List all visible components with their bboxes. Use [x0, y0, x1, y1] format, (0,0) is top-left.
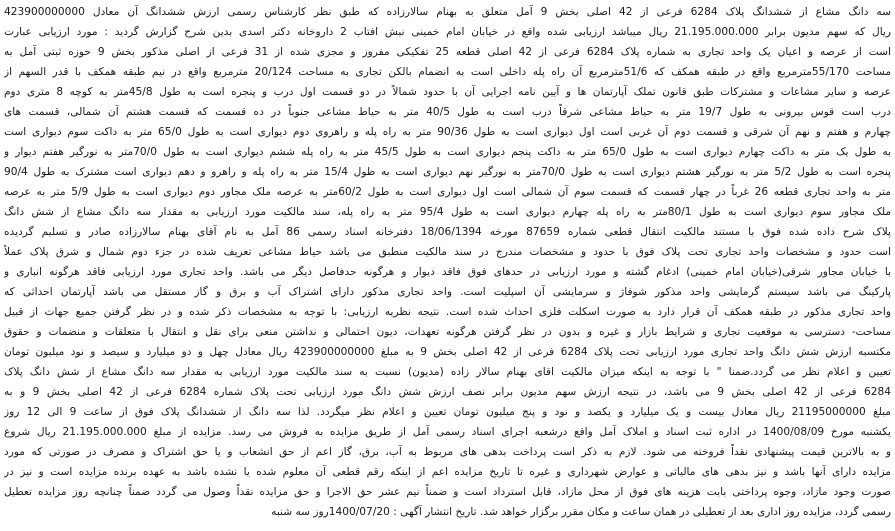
notice-line: پنجره است به طول 5/2 متر به نورگیر هشتم دیواری است به طول 70/0متر به نورگیر نهم دیواری است به طول 15/4 متر به راه پله و راهرو و دهم دیواری است مشترک به طول 90/4 [4, 166, 891, 178]
notice-line: سه دانگ مشاع از ششدانگ پلاک 6284 فرعی از 42 اصلی بخش 9 آمل متعلق به بهنام سالارزاده که طبق نظر کارشناس رسمی ارزش ششدانگ آن معادل 423900000000 [4, 6, 891, 18]
notice-line: و به بالاترین قیمت پیشنهادی نقداً فروخته می شود. لازم به ذکر است پرداخت بدهی های مربوط به آب، برق، گاز اعم از حق انشعاب و یا حق اشتراک و مصرف در صورتی که مورد [4, 446, 891, 458]
notice-line: ملک مجاور سوم دیواری است به طول 80/1متر به راه پله چهارم دیواری است به طول 95/4 متر به راه پله، سند مالکیت مورد ارزیابی به مقدار سه دانگ مشاع از شش دانگ [4, 206, 891, 218]
notice-line: به طول یک متر به داکت چهارم دیواری است به طول 65/0 متر به داکت پنجم دیواری است به طول 45/5 متر به راه پله ششم دیواری است به طول 70/0متر به نورگیر هفتم دیوار و [4, 146, 891, 158]
notice-line: چهارم و هفتم و نهم آن شرقی و قسمت دوم آن غربی است اول دیواری است به طول 90/36 متر به راه پله و راهروی دوم دیواری است به طول 65/0 متر به داکت سوم دیواری است [4, 126, 891, 138]
notice-line: است از عرصه و اعیان یک واحد تجاری به شماره پلاک 6284 فرعی از 42 اصلی قطعه 25 تفکیکی مفروز و مجزی شده از 31 فرعی از اصلی مذکور بخش 9 حوزه ثبتی آمل به [4, 46, 891, 58]
notice-line: پارکینگ می باشد سیستم گرمایشی واحد مذکور شوفاژ و سرمایشی آن اسپلیت است. واحد تجاری مذکور دارای اشتراک آب و برق و گاز مستقل می باشد آپارتمان احداثی که [4, 286, 891, 298]
notice-line: واحد تجاری مذکور در طبقه همکف آن قرار دارد به صورت اسکلت فلزی احداث شده است. نتیجه نظریه ارزیابی: با توجه به مشخصات ذکر شده و در نظر گرفتن جمیع جهات از قبیل [4, 306, 891, 318]
notice-line: صورت وجود مازاد، وجوه پرداختی بابت هزینه های فوق از محل مازاد، قابل استرداد است و ضمناً نیم عشر حق الاجرا و حق مزایده نقداً وصول می گردد ضمناً چنانچه روز مزایده تعطیل [4, 486, 891, 498]
notice-line: با خیابان مجاور شرقی(خیابان امام خمینی) ادغام گشته و مورد ارزیابی در حدهای فوق فاقد دیوار و هرگونه حدفاصل دیگر می باشد. واحد تجاری مورد ارزیابی فاقد هرگونه انباری و [4, 266, 891, 278]
notice-line: مساحت- دسترسی به موقعیت تجاری و شرایط بازار و غیره و بدون در نظر گرفتن هرگونه تعهدات، دیون احتمالی و نداشتن منعی برای نقل و انتقال با متعلقات و منضمات و حقوق [4, 326, 891, 338]
notice-line: مساحت 55/170مترمربع واقع در طبقه همکف که 51/6مترمربع آن راه پله داخلی است به انضمام بالکن تجاری به مساحت 20/124 مترمربع واقع در نیم طبقه همکف با قدر السهم از [4, 66, 891, 78]
notice-line: متر به واحد تجاری قطعه 26 غرباً در چهار قسمت که قسمت سوم آن شمالی است اول دیواری است به طول 60/2متر به عرصه ملک مجاور دوم دیواری است به طول 5/9 متر به عرصه [4, 186, 891, 198]
notice-line: است حدود و مشخصات واحد تجاری تحت پلاک فوق با حدود و مشخصات مندرج در سند مالکیت منطبق می باشد حیاط مشاعی تعریف شده در جزء دوم شمال و شرق پلاک عملاً [4, 246, 891, 258]
notice-line: درب است قوس بیرونی به طول 19/7 متر به حیاط مشاعی شرقاً درب است به طول 40/5 متر به حیاط مشاعی جنوباً در ده قسمت که قسمت هشتم آن شمالی، قسمت های [4, 106, 891, 118]
notice-line: مکتسبه ارزش شش دانگ واحد تجاری مورد ارزیابی تحت پلاک 6284 فرعی از 42 اصلی بخش 9 به مبلغ 423900000000 ریال معادل چهل و دو میلیارد و سیصد و نود میلیون تومان [4, 346, 891, 358]
notice-line: مبلغ 21195000000 ریال معادل بیست و یک میلیارد و یکصد و نود و پنج میلیون تومان تعیین و اعلام نظر میگردد. لذا سه دانگ از ششدانگ پلاک فوق از ساعت 9 الی 12 روز [4, 406, 891, 418]
notice-line: مزایده دارای آنها باشد و نیز بدهی های مالیاتی و عوارض شهرداری و غیره تا تاریخ مزایده اعم از اینکه رقم قطعی آن معلوم شده یا نشده باشد به عهده برنده مزایده است و نیز در [4, 466, 891, 478]
notice-line: یکشنبه مورخ 1400/08/09 در اداره ثبت اسناد و املاک آمل واقع درشعبه اجرای اسناد رسمی آمل از طریق مزایده به فروش می رسد. مزایده از مبلغ 21.195.000.000 ریال شروع [4, 426, 891, 438]
notice-line-last: رسمی گردد، مزایده روز اداری بعد از تعطیلی در همان ساعت و مکان مقرر برگزار خواهد شد. تاریخ انتشار آگهی : 1400/07/20روز سه شنبه [271, 506, 891, 518]
notice-line: پلاک شرح داده شده فوق با مستند مالکیت انتقال قطعی شماره 87659 مورخه 18/06/1394 دفترخانه اسناد رسمی 86 آمل به نام آقای بهنام سالارزاده صادر و تسلیم گردیده [4, 226, 891, 238]
notice-line: عرصه و سایر مشاعات و مشترکات طبق قانون تملک آپارتمان ها و آیین نامه اجرایی آن با حدود شمالاً در دو قسمت اول درب و پنجره است به طول 45/8متر به کوچه 8 متری دوم [4, 86, 891, 98]
notice-line: ریال که سهم مدیون برابر 21.195.000.000 ریال میباشد ارزیابی شده واقع در خیابان امام خمینی نبش افتاب 2 داروخانه دکتر اسدی بدین شرح گزارش گردید : مورد ارزیابی عبارت [4, 26, 891, 38]
auction-notice [4, 2, 891, 529]
notice-line: تعیین و اعلام نظر می گردد.ضمنا " با توجه به اینکه میزان مالکیت اقای بهنام سالار زاده (مدیون) نسبت به سند مالکیت مورد ارزیابی به مقدار سه دانگ مشاع از شش دانگ پلاک [4, 366, 891, 378]
notice-line: 6284 فرعی از 42 اصلی بخش 9 می باشد، در نتیجه ارزش سهم مدیون برابر نصف ارزش شش دانگ مورد ارزیابی تحت پلاک شماره 6284 فرعی از 42 اصلی بخش 9 و به [4, 386, 891, 398]
